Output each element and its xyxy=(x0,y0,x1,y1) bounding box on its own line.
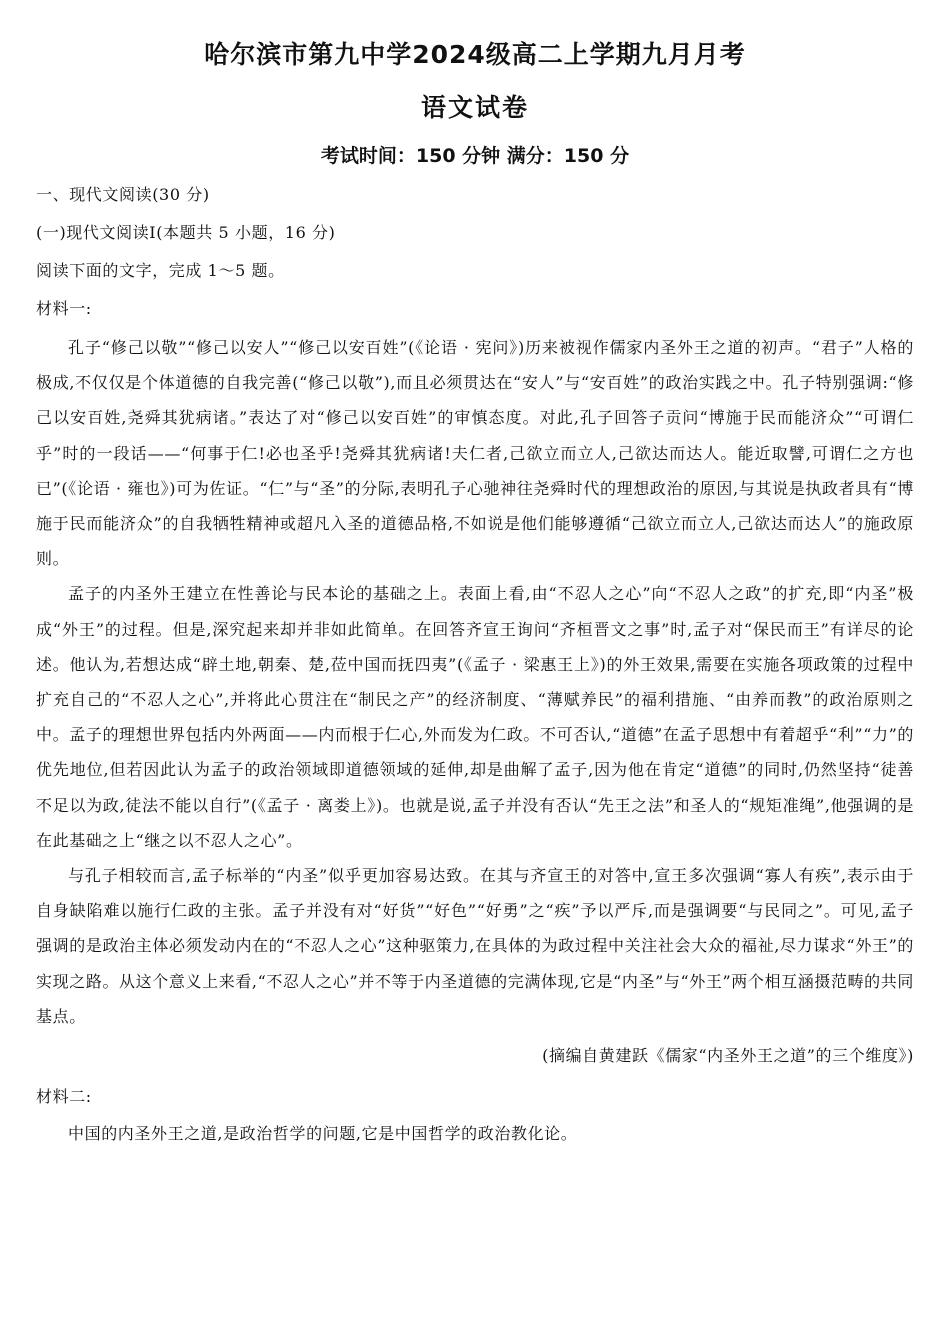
material-one-paragraph-1: 孔子“修己以敬”“修己以安人”“修己以安百姓”(《论语 · 宪问》)历来被视作儒家内圣外王之道的初声。“君子”人格的极成,不仅仅是个体道德的自我完善(“修己以敬”),而且必须贯达在“安人”与“安百姓”的政治实践之中。孔子特别强调:“修己以安百姓,尧舜其犹病诸。”表达了对“修己以安百姓”的审慎态度。对此,孔子回答子贡问“博施于民而能济众”“可谓仁乎”时的一段话——“何事于仁!必也圣乎!尧舜其犹病诸!夫仁者,己欲立而立人,己欲达而达人。能近取譬,可谓仁之方也已”(《论语 · 雍也》)可为佐证。“仁”与“圣”的分际,表明孔子心驰神往尧舜时代的理想政治的原因,与其说是执政者具有“博施于民而能济众”的自我牺牲精神或超凡入圣的道德品格,不如说是他们能够遵循“己欲立而立人,己欲达而达人”的施政原则。 xyxy=(36,338,914,569)
material-one-source: (摘编自黄建跃《儒家“内圣外王之道”的三个维度》) xyxy=(542,1046,914,1066)
material-two-label: 材料二: xyxy=(36,1087,92,1107)
exam-subtitle: 语文试卷 xyxy=(420,93,529,122)
exam-info: 考试时间：150 分钟 满分：150 分 xyxy=(320,145,630,167)
section-heading: 一、现代文阅读(30 分) xyxy=(36,185,210,204)
material-one-label: 材料一: xyxy=(36,299,92,318)
section-subheading: (一)现代文阅读Ⅰ(本题共 5 小题，16 分) xyxy=(36,223,336,242)
material-one-paragraph-3: 与孔子相较而言,孟子标举的“内圣”似乎更加容易达致。在其与齐宣王的对答中,宣王多次强调“寡人有疾”,表示由于自身缺陷难以施行仁政的主张。孟子并没有对“好货”“好色”“好勇”之“疾”予以严斥,而是强调要“与民同之”。可见,孟子强调的是政治主体必须发动内在的“不忍人之心”这种驱策力,在具体的为政过程中关注社会大众的福祉,尽力谋求“外王”的实现之路。从这个意义上来看,“不忍人之心”并不等于内圣道德的完满体现,它是“内圣”与“外王”两个相互涵摄范畴的共同基点。 xyxy=(36,866,914,1026)
instruction: 阅读下面的文字，完成 1～5 题。 xyxy=(36,261,285,280)
material-two-paragraph-1: 中国的内圣外王之道,是政治哲学的问题,它是中国哲学的政治教化论。 xyxy=(68,1124,578,1144)
exam-title: 哈尔滨市第九中学2024级高二上学期九月月考 xyxy=(204,40,746,69)
material-one-paragraph-2: 孟子的内圣外王建立在性善论与民本论的基础之上。表面上看,由“不忍人之心”向“不忍人之政”的扩充,即“内圣”极成“外王”的过程。但是,深究起来却并非如此简单。在回答齐宣王询问“齐桓晋文之事”时,孟子对“保民而王”有详尽的论述。他认为,若想达成“辟土地,朝秦、楚,莅中国而抚四夷”(《孟子 · 梁惠王上》)的外王效果,需要在实施各项政策的过程中扩充自己的“不忍人之心”,并将此心贯注在“制民之产”的经济制度、“薄赋养民”的福利措施、“由养而教”的政治原则之中。孟子的理想世界包括内外两面——内而根于仁心,外而发为仁政。不可否认,“道德”在孟子思想中有着超乎“利”“力”的优先地位,但若因此认为孟子的政治领域即道德领域的延伸,却是曲解了孟子,因为他在肯定“道德”的同时,仍然坚持“徒善不足以为政,徒法不能以自行”(《孟子 · 离娄上》)。也就是说,孟子并没有否认“先王之法”和圣人的“规矩准绳”,他强调的是在此基础之上“继之以不忍人之心”。 xyxy=(36,584,914,850)
